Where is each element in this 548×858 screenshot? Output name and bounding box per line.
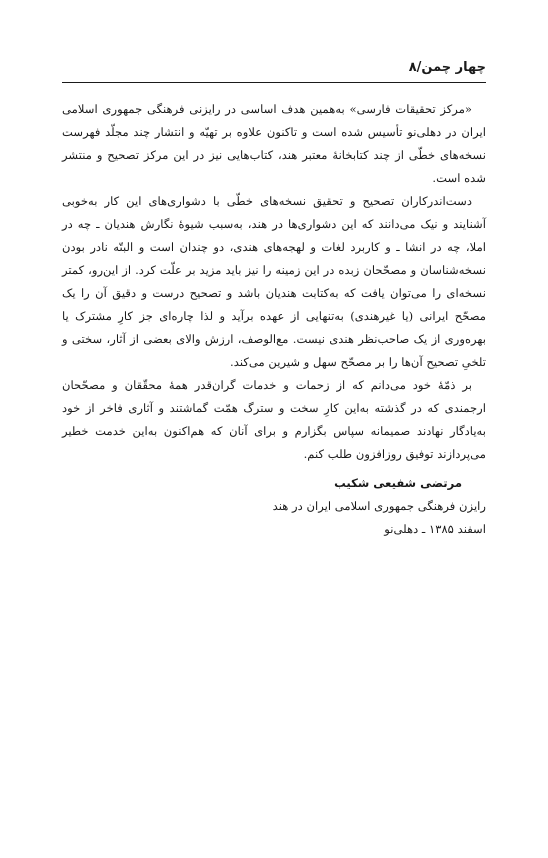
signature-name: مرتضی شفیعی شکیب <box>334 476 462 490</box>
signature-title: رایزن فرهنگی جمهوری اسلامی ایران در هند <box>272 499 486 513</box>
paragraph-2: دست‌اندرکاران تصحیح و تحقیق نسخه‌های خطّی با دشواری‌های این کار به‌خوبی آشنایند و نیک می‌دانند که این دشواری‌ها در هند، به‌سبب شیوهٔ نگارش هندیان ـ چه در املا، چه در انشا ـ و کاربرد لغات و لهجه‌های هندی، دو چندان است و البتّه نادر بودن نسخه‌شناسان و مصحّحان زبده در این زمینه را نیز باید مزید بر علّت کرد. از این‌رو، کمتر نسخه‌ای را می‌توان یافت که به‌کتابت هندیان باشد و تصحیح درست و دقیق آن را یک مصحّح ایرانی (یا غیرهندی) به‌تنهایی از عهده برآید و لذا چاره‌ای جز کارِ مشترک یا بهره‌وری از یک صاحب‌نظر هندی نیست. مع‌الوصف، ارزش والای بعضی از آثار، سختی و تلخیِ تصحیح آن‌ها را بر مصحّح سهل و شیرین می‌کند. <box>62 194 486 369</box>
paragraph-1: «مرکز تحقیقات فارسی» به‌همین هدف اساسی در رایزنی فرهنگی جمهوری اسلامی ایران در دهلی‌نو تأسیس شده است و تاکنون علاوه بر تهیّه و انتشار چند مجلّد فهرست نسخه‌های خطّی از چند کتابخانهٔ معتبر هند، کتاب‌هایی نیز در این مرکز تصحیح و منتشر شده است. <box>62 102 486 185</box>
body-text <box>62 98 486 541</box>
signature-date-place: اسفند ۱۳۸۵ ـ دهلی‌نو <box>384 522 486 536</box>
header-rule <box>62 82 486 83</box>
paragraph-3: بر ذمّهٔ خود می‌دانم که از زحمات و خدمات گران‌قدر همهٔ محقّقان و مصحّحان ارجمندی که در گذشته به‌این کارِ سخت و سترگ همّت گماشتند و آثاری فاخر از خود به‌یادگار نهادند صمیمانه سپاس بگزارم و برای آنان که هم‌اکنون به‌این خدمت خطیر می‌پردازند توفیق روزافزون طلب کنم. <box>62 378 486 461</box>
running-head-title: چهار چمن/۸ <box>408 60 486 75</box>
